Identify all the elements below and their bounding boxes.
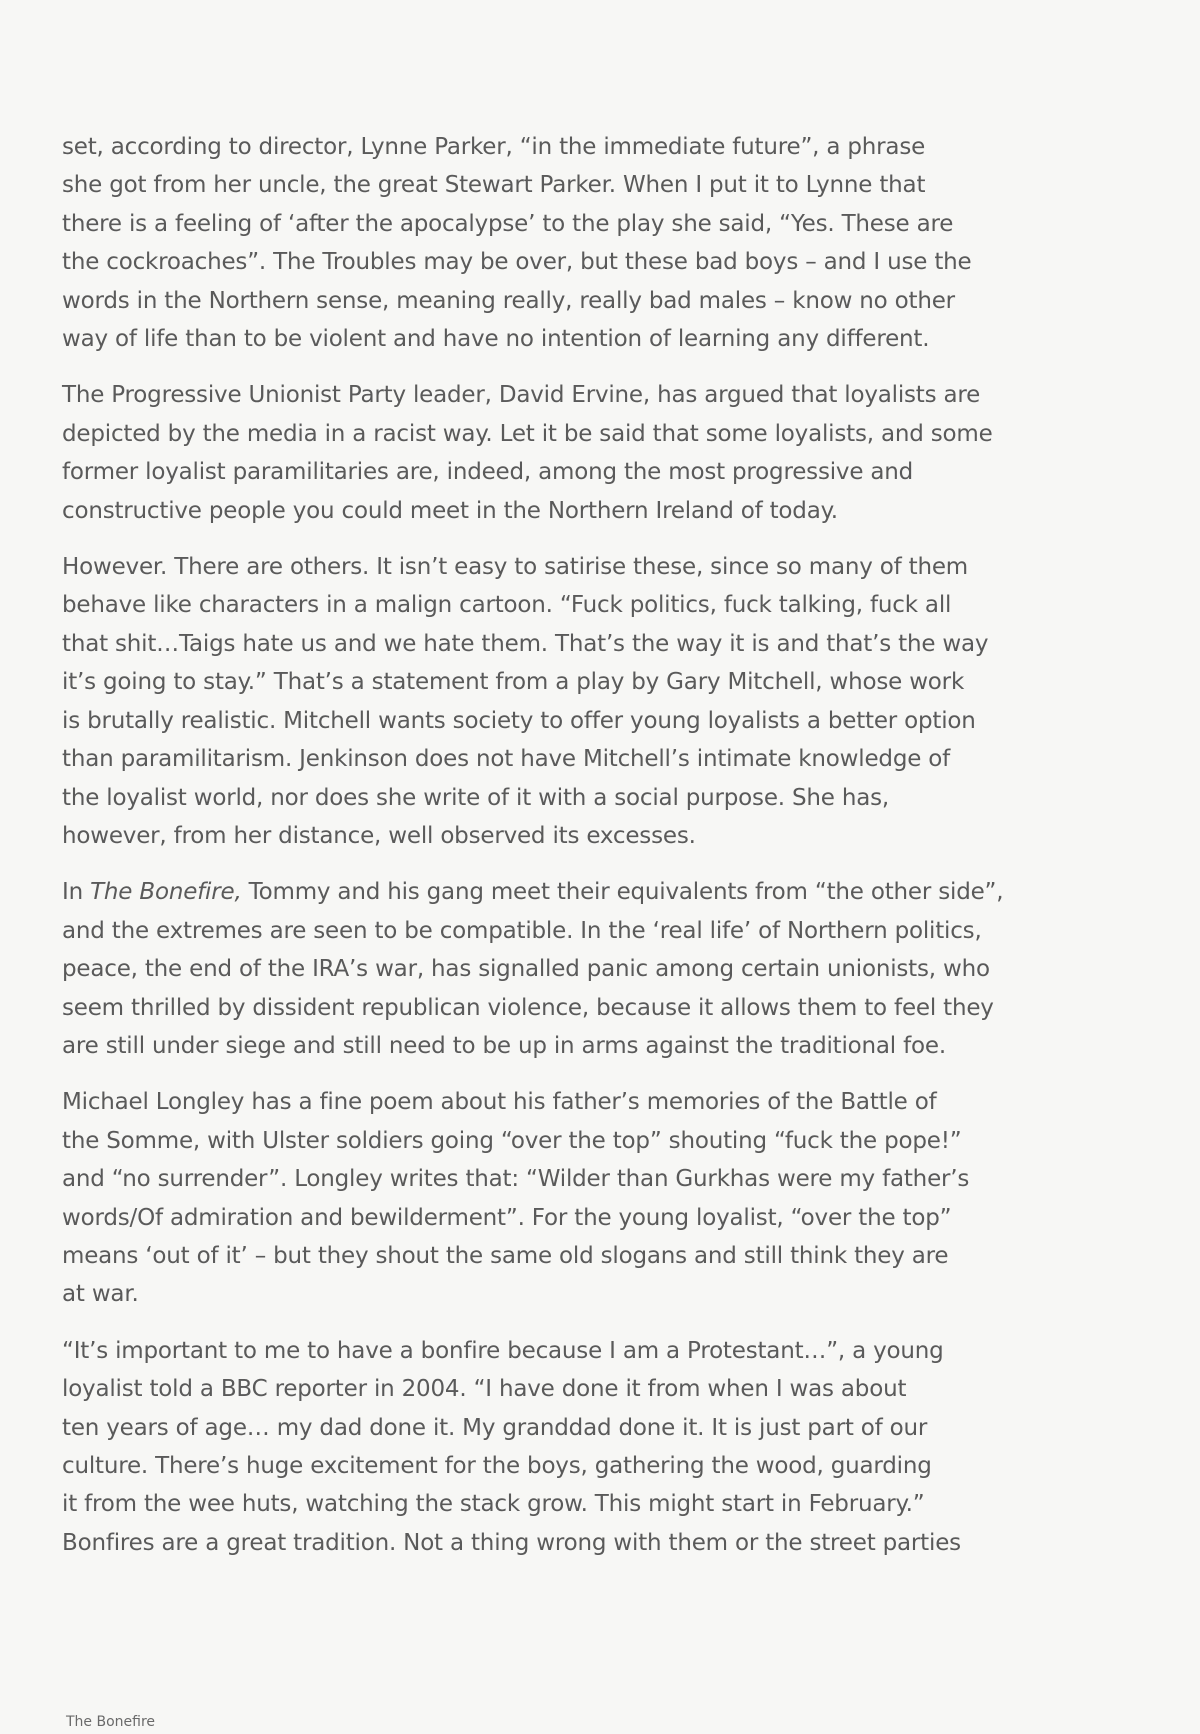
play-title: The Bonefire, [90,879,242,906]
text-line: Michael Longley has a fine poem about his father’s memories of the Battle of [62,1089,937,1116]
text-line: loyalist told a BBC reporter in 2004. “I have done it from when I was about [62,1376,907,1403]
paragraph-5 [62,1083,1152,1313]
text-line: it’s going to stay.” That’s a statement from a play by Gary Mitchell, whose work [62,669,965,696]
text-line: than paramilitarism. Jenkinson does not have Mitchell’s intimate knowledge of [62,746,951,773]
paragraph-1 [62,128,1152,358]
text-line: seem thrilled by dissident republican violence, because it allows them to feel they [62,994,994,1021]
text-line: she got from her uncle, the great Stewart Parker. When I put it to Lynne that [62,172,926,199]
text-line: culture. There’s huge excitement for the boys, gathering the wood, guarding [62,1453,932,1479]
text-line: are still under siege and still need to be up in arms against the traditional foe. [62,1032,946,1059]
text-line: former loyalist paramilitaries are, indeed, among the most progressive and [62,459,914,486]
text-line: and the extremes are seen to be compatible. In the ‘real life’ of Northern politics, [62,917,982,944]
text-line: there is a feeling of ‘after the apocalypse’ to the play she said, “Yes. These are [62,210,954,237]
text-line: “It’s important to me to have a bonfire because I am a Protestant…”, a young [62,1337,944,1364]
text-line: that shit…Taigs hate us and we hate them. That’s the way it is and that’s the way [62,630,989,657]
text-line: the Somme, with Ulster soldiers going “over the top” shouting “fuck the pope!” [62,1127,962,1154]
text-line: means ‘out of it’ – but they shout the same old slogans and still think they are [62,1242,949,1269]
text-line: words/Of admiration and bewilderment”. For the young loyalist, “over the top” [62,1204,952,1231]
paragraph-2 [62,376,1152,530]
text-line: is brutally realistic. Mitchell wants society to offer young loyalists a better option [62,707,976,734]
text-line: However. There are others. It isn’t easy to satirise these, since so many of them [62,554,969,581]
paragraph-6 [62,1332,1152,1562]
text-line: depicted by the media in a racist way. Let it be said that some loyalists, and some [62,420,993,447]
text-line: Bonfires are a great tradition. Not a thing wrong with them or the street parties [62,1529,961,1556]
text-line [62,873,1152,911]
text-line: behave like characters in a malign cartoon. “Fuck politics, fuck talking, fuck all [62,592,952,619]
body-text [62,128,1152,1580]
text-line: constructive people you could meet in the Northern Ireland of today. [62,497,838,524]
text-line: set, according to director, Lynne Parker, “in the immediate future”, a phrase [62,134,926,160]
paragraph-3 [62,548,1152,855]
text-line: at war. [62,1281,139,1308]
text-line: it from the wee huts, watching the stack grow. This might start in February.” [62,1491,925,1518]
text-line: The Progressive Unionist Party leader, David Ervine, has argued that loyalists are [62,382,981,409]
text-line: way of life than to be violent and have no intention of learning any different. [62,326,930,353]
text-line: words in the Northern sense, meaning really, really bad males – know no other [62,287,955,314]
line-rest: Tommy and his gang meet their equivalents from “the other side”, [241,879,1004,906]
text-line: the loyalist world, nor does she write of it with a social purpose. She has, [62,784,890,811]
paragraph-4 [62,873,1152,1065]
text-line: however, from her distance, well observed its excesses. [62,822,696,849]
text-line: peace, the end of the IRA’s war, has signalled panic among certain unionists, who [62,956,990,983]
text-line: and “no surrender”. Longley writes that: “Wilder than Gurkhas were my father’s [62,1166,970,1193]
text-line: the cockroaches”. The Troubles may be over, but these bad boys – and I use the [62,249,972,276]
text-line: ten years of age… my dad done it. My granddad done it. It is just part of our [62,1414,928,1441]
line-prefix: In [62,879,91,906]
running-footer: The Bonefire [66,1714,156,1730]
